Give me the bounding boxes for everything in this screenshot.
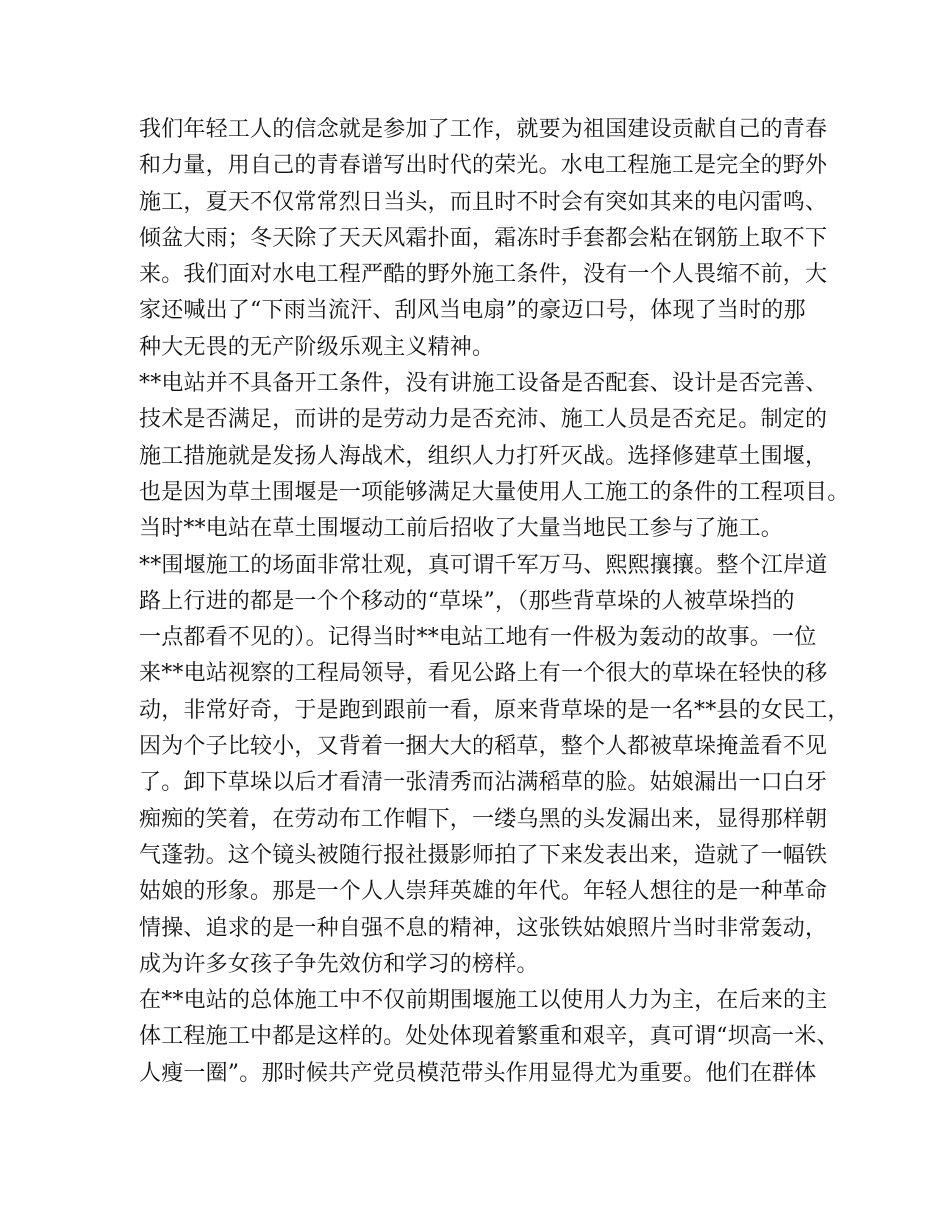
text-line: 了。卸下草垛以后才看清一张清秀而沾满稻草的脸。姑娘漏出一口白牙 (139, 770, 828, 796)
text-line: **围堰施工的场面非常壮观，真可谓千军万马、熙熙攘攘。整个江岸道 (139, 552, 828, 578)
text-line: 也是因为草土围堰是一项能够满足大量使用人工施工的条件的工程项目。 (139, 479, 850, 505)
text-line: **电站并不具备开工条件，没有讲施工设备是否配套、设计是否完善、 (139, 371, 828, 397)
text-line: 体工程施工中都是这样的。处处体现着繁重和艰辛，真可谓“坝高一米、 (139, 1024, 839, 1050)
text-line: 来。我们面对水电工程严酷的野外施工条件，没有一个人畏缩不前，大 (139, 262, 828, 288)
text-line: 施工措施就是发扬人海战术，组织人力打歼灭战。选择修建草土围堰， (139, 443, 828, 469)
text-line: 家还喊出了“下雨当流汗、刮风当电扇”的豪迈口号，体现了当时的那 (139, 298, 806, 324)
document-body (139, 112, 850, 1092)
text-line: 成为许多女孩子争先效仿和学习的榜样。 (139, 951, 539, 977)
text-line: 来**电站视察的工程局领导，看见公路上有一个很大的草垛在轻快的移 (139, 661, 828, 687)
text-line: 一点都看不见的）。记得当时**电站工地有一件极为轰动的故事。一位 (139, 625, 817, 651)
text-line: 种大无畏的无产阶级乐观主义精神。 (139, 334, 495, 360)
text-line: 施工，夏天不仅常常烈日当头，而且时不时会有突如其来的电闪雷鸣、 (139, 189, 828, 215)
text-line: 气蓬勃。这个镜头被随行报社摄影师拍了下来发表出来，造就了一幅铁 (139, 842, 828, 868)
text-line: 情操、追求的是一种自强不息的精神，这张铁姑娘照片当时非常轰动， (139, 915, 828, 941)
text-line: 在**电站的总体施工中不仅前期围堰施工以使用人力为主，在后来的主 (139, 988, 828, 1014)
text-line: 倾盆大雨；冬天除了天天风霜扑面，霜冻时手套都会粘在钢筋上取不下 (139, 225, 828, 251)
text-line: 当时**电站在草土围堰动工前后招收了大量当地民工参与了施工。 (139, 516, 784, 542)
text-line: 路上行进的都是一个个移动的“草垛”，（那些背草垛的人被草垛挡的 (139, 588, 795, 614)
text-line: 因为个子比较小，又背着一捆大大的稻草，整个人都被草垛掩盖看不见 (139, 734, 828, 760)
text-line: 痴痴的笑着，在劳动布工作帽下，一缕乌黑的头发漏出来，显得那样朝 (139, 806, 828, 832)
text-line: 姑娘的形象。那是一个人人崇拜英雄的年代。年轻人想往的是一种革命 (139, 879, 828, 905)
text-line: 技术是否满足，而讲的是劳动力是否充沛、施工人员是否充足。制定的 (139, 407, 828, 433)
text-line: 和力量，用自己的青春谱写出时代的荣光。水电工程施工是完全的野外 (139, 153, 828, 179)
text-line: 我们年轻工人的信念就是参加了工作，就要为祖国建设贡献自己的青春 (139, 117, 828, 142)
text-line: 人瘦一圈”。那时候共产党员模范带头作用显得尤为重要。他们在群体 (139, 1060, 817, 1086)
text-line: 动，非常好奇，于是跑到跟前一看，原来背草垛的是一名**县的女民工， (139, 697, 850, 723)
